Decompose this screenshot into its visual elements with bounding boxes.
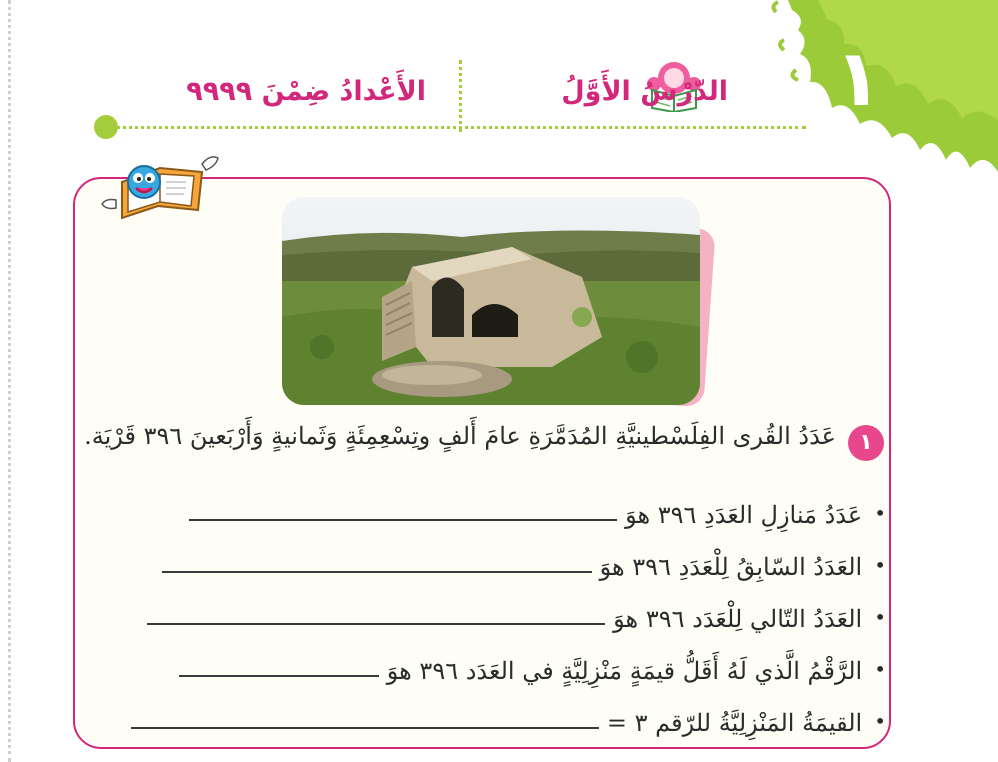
bullet: • — [874, 605, 886, 629]
item-text: العَدَدُ السّابِقُ لِلْعَدَدِ ٣٩٦ هوَ — [599, 553, 863, 581]
book-mascot-icon — [98, 148, 228, 224]
bullet: • — [874, 501, 886, 525]
answer-blank[interactable] — [147, 623, 605, 625]
list-item — [96, 685, 886, 737]
page-edge-dotted-border — [8, 0, 11, 762]
answer-blank[interactable] — [189, 519, 617, 521]
list-item — [96, 581, 886, 633]
question-text: عَدَدُ القُرى الفِلَسْطينيَّةِ المُدَمَّرَةِ عامَ أَلفٍ وتِسْعِمِئَةٍ وَثَمانيةٍ وَأَرْبَعينَ ٣٩٦ قَرْيَة. — [84, 422, 836, 450]
item-text: القيمَةُ المَنْزِلِيَّةُ للرّقم ٣ = — [606, 709, 863, 737]
header-divider — [459, 60, 462, 132]
bullet: • — [874, 553, 886, 577]
item-text: العَدَدُ التّالي لِلْعَدَد ٣٩٦ هوَ — [613, 605, 863, 633]
topic-title: الأَعْدادُ ضِمْنَ ٩٩٩٩ — [186, 76, 426, 107]
bullet: • — [874, 709, 886, 733]
list-item — [96, 529, 886, 581]
ruins-photo — [282, 197, 700, 405]
item-text: عَدَدُ مَنازِلِ العَدَدِ ٣٩٦ هوَ — [625, 501, 863, 529]
answer-blank[interactable] — [179, 675, 379, 677]
lesson-number: ١ — [834, 34, 882, 124]
header-dotted-line — [116, 126, 806, 129]
lesson-label: الدّرْسُ الأَوَّلُ — [561, 76, 728, 107]
answer-blank[interactable] — [131, 727, 599, 729]
answer-blank[interactable] — [162, 571, 592, 573]
header-line-dot — [94, 115, 118, 139]
bullet: • — [874, 657, 886, 681]
list-item — [96, 633, 886, 685]
item-text: الرَّقْمُ الَّذي لَهُ أَقَلُّ قيمَةٍ مَنْزِلِيَّةٍ في العَدَد ٣٩٦ هوَ — [386, 657, 863, 685]
list-item — [96, 477, 886, 529]
question-number-badge: ١ — [848, 425, 884, 461]
